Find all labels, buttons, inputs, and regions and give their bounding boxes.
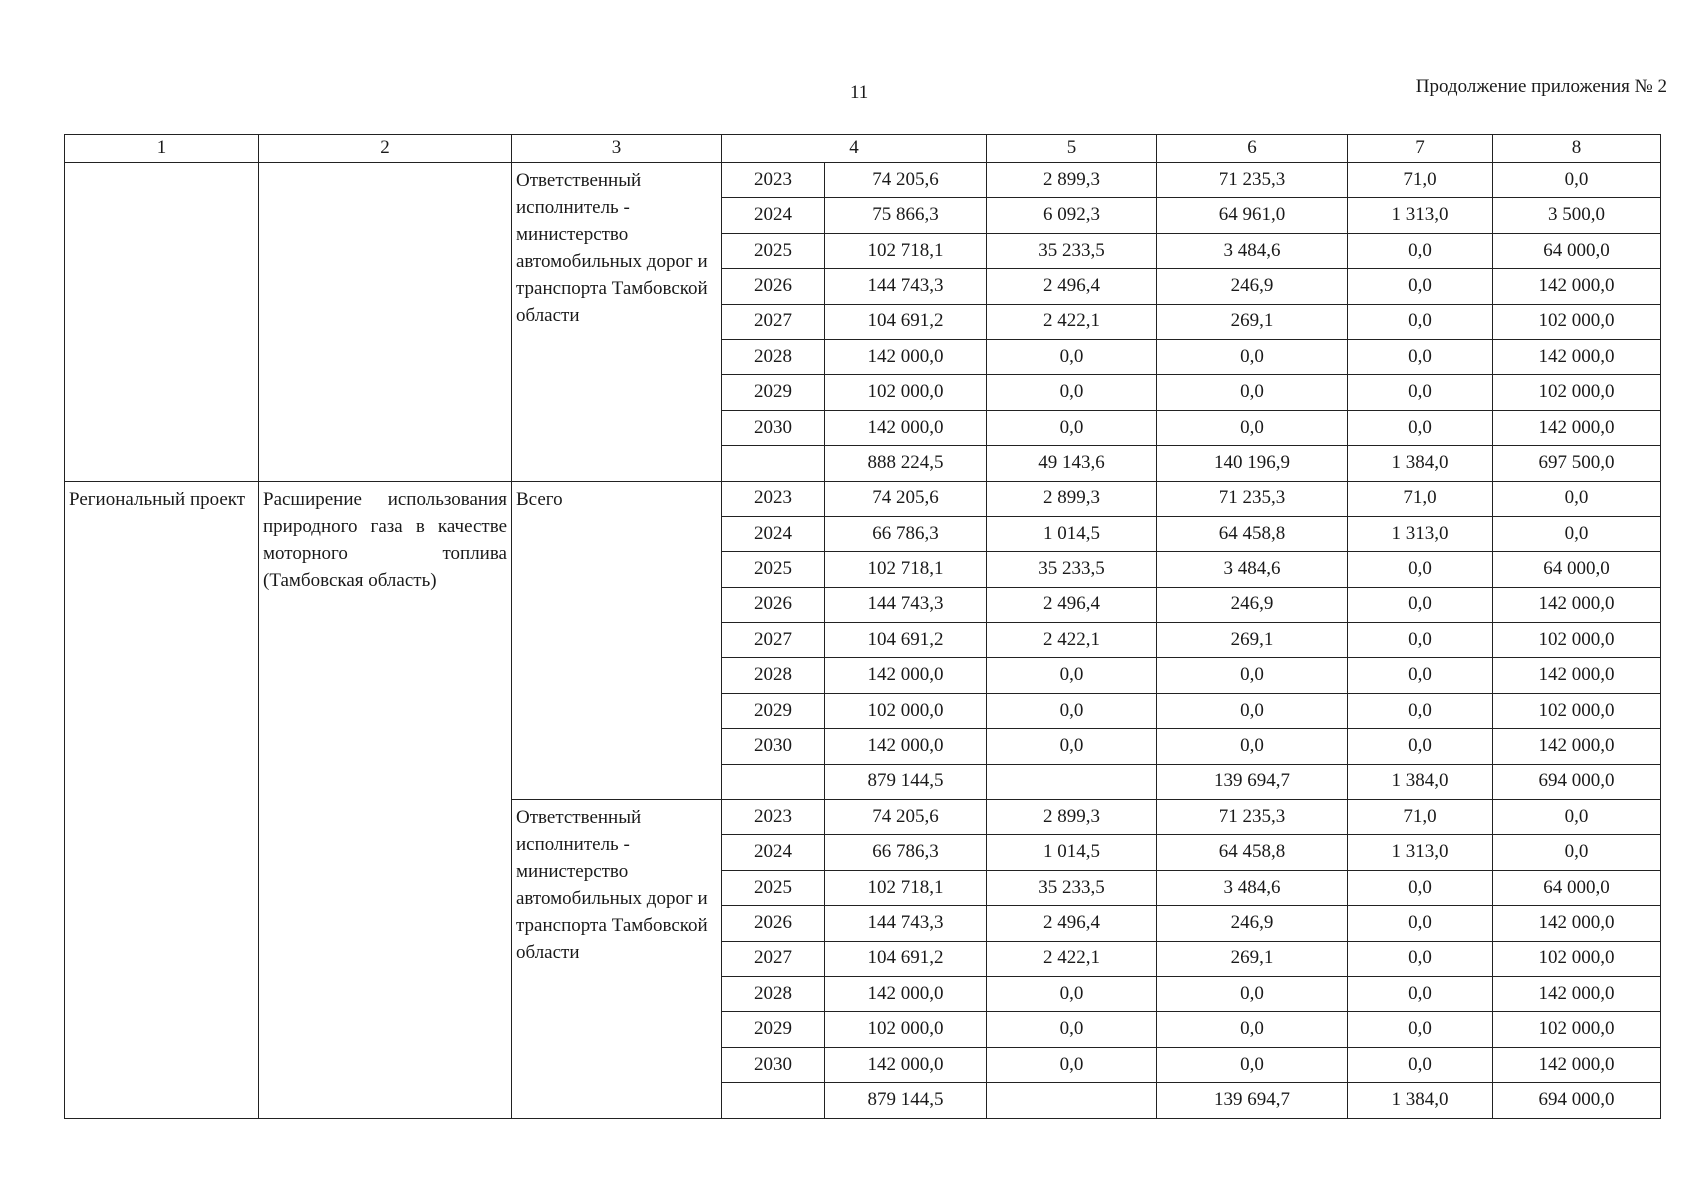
year-cell: 2025	[722, 552, 825, 587]
amount-cell: 1 014,5	[987, 516, 1157, 551]
amount-cell: 2 899,3	[987, 481, 1157, 516]
amount-cell: 0,0	[1348, 906, 1493, 941]
amount-cell: 0,0	[1493, 835, 1661, 870]
amount-cell: 1 384,0	[1348, 1083, 1493, 1118]
amount-cell: 71 235,3	[1157, 481, 1348, 516]
amount-cell: 0,0	[1348, 410, 1493, 445]
funding-source-cell: Ответственный исполнитель - министерство автомобильных дорог и транспорта Тамбовской области	[512, 800, 722, 1119]
column-1-blank-cell	[65, 163, 259, 482]
amount-cell: 1 313,0	[1348, 516, 1493, 551]
amount-cell: 102 000,0	[1493, 375, 1661, 410]
appendix-continuation-note: Продолжение приложения № 2	[1415, 76, 1667, 97]
amount-cell: 64 458,8	[1157, 835, 1348, 870]
amount-cell: 142 000,0	[1493, 587, 1661, 622]
amount-cell: 6 092,3	[987, 198, 1157, 233]
amount-cell: 0,0	[1157, 375, 1348, 410]
year-cell: 2028	[722, 339, 825, 374]
year-cell	[722, 764, 825, 799]
amount-cell: 0,0	[1493, 481, 1661, 516]
amount-cell: 0,0	[1348, 941, 1493, 976]
year-cell: 2023	[722, 481, 825, 516]
amount-cell: 2 496,4	[987, 587, 1157, 622]
amount-cell: 102 000,0	[825, 375, 987, 410]
amount-cell: 139 694,7	[1157, 764, 1348, 799]
year-cell: 2026	[722, 269, 825, 304]
year-cell: 2027	[722, 623, 825, 658]
year-cell: 2029	[722, 1012, 825, 1047]
amount-cell: 142 000,0	[1493, 1047, 1661, 1082]
year-cell: 2023	[722, 163, 825, 198]
amount-cell: 2 422,1	[987, 304, 1157, 339]
amount-cell: 0,0	[1157, 339, 1348, 374]
amount-cell	[987, 764, 1157, 799]
amount-cell: 0,0	[1157, 410, 1348, 445]
year-cell: 2024	[722, 516, 825, 551]
year-cell: 2028	[722, 976, 825, 1011]
column-header: 2	[259, 135, 512, 163]
amount-cell: 102 718,1	[825, 552, 987, 587]
year-cell: 2026	[722, 587, 825, 622]
amount-cell: 694 000,0	[1493, 1083, 1661, 1118]
amount-cell: 879 144,5	[825, 764, 987, 799]
year-cell: 2025	[722, 870, 825, 905]
project-name-cell: Расширение использования природного газа в качестве моторного топлива (Тамбовская область)	[259, 481, 512, 1118]
amount-cell: 64 000,0	[1493, 552, 1661, 587]
year-cell: 2023	[722, 800, 825, 835]
amount-cell: 0,0	[1348, 375, 1493, 410]
amount-cell: 0,0	[1348, 339, 1493, 374]
amount-cell: 0,0	[1348, 976, 1493, 1011]
amount-cell: 64 961,0	[1157, 198, 1348, 233]
amount-cell: 246,9	[1157, 587, 1348, 622]
amount-cell: 71,0	[1348, 481, 1493, 516]
amount-cell: 142 000,0	[1493, 410, 1661, 445]
amount-cell: 144 743,3	[825, 906, 987, 941]
amount-cell: 74 205,6	[825, 163, 987, 198]
table-row	[65, 481, 1661, 516]
amount-cell: 0,0	[987, 1047, 1157, 1082]
year-cell: 2028	[722, 658, 825, 693]
amount-cell: 64 458,8	[1157, 516, 1348, 551]
amount-cell: 71,0	[1348, 800, 1493, 835]
amount-cell: 269,1	[1157, 623, 1348, 658]
amount-cell: 0,0	[1493, 163, 1661, 198]
amount-cell: 74 205,6	[825, 481, 987, 516]
amount-cell: 2 496,4	[987, 269, 1157, 304]
amount-cell: 0,0	[1348, 587, 1493, 622]
amount-cell: 0,0	[987, 729, 1157, 764]
amount-cell: 142 000,0	[1493, 729, 1661, 764]
column-number-header	[65, 135, 1661, 163]
amount-cell: 0,0	[987, 693, 1157, 728]
amount-cell: 144 743,3	[825, 269, 987, 304]
amount-cell: 269,1	[1157, 941, 1348, 976]
amount-cell: 0,0	[1157, 658, 1348, 693]
amount-cell: 102 000,0	[1493, 623, 1661, 658]
amount-cell: 71 235,3	[1157, 163, 1348, 198]
amount-cell: 879 144,5	[825, 1083, 987, 1118]
amount-cell: 0,0	[1348, 870, 1493, 905]
amount-cell: 0,0	[1348, 269, 1493, 304]
budget-table-body	[65, 135, 1661, 1119]
column-header: 3	[512, 135, 722, 163]
amount-cell: 35 233,5	[987, 870, 1157, 905]
amount-cell: 75 866,3	[825, 198, 987, 233]
amount-cell: 0,0	[987, 1012, 1157, 1047]
amount-cell: 142 000,0	[825, 410, 987, 445]
amount-cell	[987, 1083, 1157, 1118]
amount-cell: 0,0	[1157, 976, 1348, 1011]
column-2-blank-cell	[259, 163, 512, 482]
amount-cell: 0,0	[1348, 233, 1493, 268]
amount-cell: 0,0	[1157, 1047, 1348, 1082]
amount-cell: 0,0	[1348, 1047, 1493, 1082]
amount-cell: 140 196,9	[1157, 446, 1348, 481]
amount-cell: 2 422,1	[987, 623, 1157, 658]
amount-cell: 142 000,0	[1493, 906, 1661, 941]
year-cell: 2030	[722, 1047, 825, 1082]
amount-cell: 104 691,2	[825, 623, 987, 658]
year-cell	[722, 446, 825, 481]
amount-cell: 142 000,0	[1493, 976, 1661, 1011]
column-header: 5	[987, 135, 1157, 163]
amount-cell: 1 384,0	[1348, 764, 1493, 799]
amount-cell: 104 691,2	[825, 941, 987, 976]
amount-cell: 0,0	[1348, 1012, 1493, 1047]
year-cell: 2029	[722, 375, 825, 410]
amount-cell: 142 000,0	[825, 658, 987, 693]
amount-cell: 0,0	[1348, 729, 1493, 764]
amount-cell: 0,0	[987, 658, 1157, 693]
amount-cell: 3 484,6	[1157, 870, 1348, 905]
amount-cell: 102 000,0	[1493, 693, 1661, 728]
amount-cell: 694 000,0	[1493, 764, 1661, 799]
amount-cell: 2 422,1	[987, 941, 1157, 976]
amount-cell: 0,0	[1157, 729, 1348, 764]
amount-cell: 0,0	[1348, 552, 1493, 587]
year-cell: 2024	[722, 835, 825, 870]
amount-cell: 64 000,0	[1493, 233, 1661, 268]
amount-cell: 144 743,3	[825, 587, 987, 622]
amount-cell: 35 233,5	[987, 552, 1157, 587]
amount-cell: 1 313,0	[1348, 198, 1493, 233]
amount-cell: 246,9	[1157, 906, 1348, 941]
amount-cell: 104 691,2	[825, 304, 987, 339]
amount-cell: 1 313,0	[1348, 835, 1493, 870]
amount-cell: 269,1	[1157, 304, 1348, 339]
amount-cell: 64 000,0	[1493, 870, 1661, 905]
column-header: 6	[1157, 135, 1348, 163]
year-cell: 2030	[722, 729, 825, 764]
amount-cell: 74 205,6	[825, 800, 987, 835]
column-header: 7	[1348, 135, 1493, 163]
amount-cell: 2 899,3	[987, 800, 1157, 835]
amount-cell: 102 000,0	[1493, 1012, 1661, 1047]
amount-cell: 1 014,5	[987, 835, 1157, 870]
amount-cell: 0,0	[987, 410, 1157, 445]
year-cell: 2030	[722, 410, 825, 445]
amount-cell: 102 000,0	[1493, 941, 1661, 976]
amount-cell: 0,0	[987, 339, 1157, 374]
funding-source-cell: Ответственный исполнитель - министерство автомобильных дорог и транспорта Тамбовской области	[512, 163, 722, 482]
amount-cell: 102 718,1	[825, 870, 987, 905]
amount-cell: 142 000,0	[825, 729, 987, 764]
amount-cell: 142 000,0	[825, 339, 987, 374]
amount-cell: 102 718,1	[825, 233, 987, 268]
year-cell: 2025	[722, 233, 825, 268]
year-cell: 2024	[722, 198, 825, 233]
amount-cell: 0,0	[1157, 1012, 1348, 1047]
amount-cell: 142 000,0	[1493, 339, 1661, 374]
amount-cell: 0,0	[1493, 516, 1661, 551]
amount-cell: 1 384,0	[1348, 446, 1493, 481]
column-header: 8	[1493, 135, 1661, 163]
amount-cell: 66 786,3	[825, 835, 987, 870]
amount-cell: 142 000,0	[1493, 658, 1661, 693]
amount-cell: 888 224,5	[825, 446, 987, 481]
table-row	[65, 163, 1661, 198]
amount-cell: 0,0	[1348, 623, 1493, 658]
amount-cell: 2 899,3	[987, 163, 1157, 198]
funding-source-cell: Всего	[512, 481, 722, 800]
amount-cell: 35 233,5	[987, 233, 1157, 268]
amount-cell: 66 786,3	[825, 516, 987, 551]
column-header: 4	[722, 135, 987, 163]
budget-table	[64, 134, 1661, 1119]
amount-cell: 2 496,4	[987, 906, 1157, 941]
amount-cell: 0,0	[987, 375, 1157, 410]
amount-cell: 3 500,0	[1493, 198, 1661, 233]
year-cell: 2026	[722, 906, 825, 941]
amount-cell: 3 484,6	[1157, 552, 1348, 587]
amount-cell: 142 000,0	[1493, 269, 1661, 304]
amount-cell: 142 000,0	[825, 976, 987, 1011]
column-header: 1	[65, 135, 259, 163]
amount-cell: 0,0	[1493, 800, 1661, 835]
amount-cell: 697 500,0	[1493, 446, 1661, 481]
amount-cell: 0,0	[1348, 304, 1493, 339]
amount-cell: 71,0	[1348, 163, 1493, 198]
year-cell: 2027	[722, 941, 825, 976]
amount-cell: 71 235,3	[1157, 800, 1348, 835]
page-number: 11	[850, 82, 869, 103]
amount-cell: 3 484,6	[1157, 233, 1348, 268]
amount-cell: 102 000,0	[1493, 304, 1661, 339]
amount-cell: 49 143,6	[987, 446, 1157, 481]
year-cell	[722, 1083, 825, 1118]
amount-cell: 0,0	[1348, 693, 1493, 728]
amount-cell: 246,9	[1157, 269, 1348, 304]
amount-cell: 0,0	[1348, 658, 1493, 693]
amount-cell: 0,0	[987, 976, 1157, 1011]
amount-cell: 0,0	[1157, 693, 1348, 728]
year-cell: 2029	[722, 693, 825, 728]
amount-cell: 139 694,7	[1157, 1083, 1348, 1118]
year-cell: 2027	[722, 304, 825, 339]
amount-cell: 142 000,0	[825, 1047, 987, 1082]
amount-cell: 102 000,0	[825, 1012, 987, 1047]
project-type-cell: Региональный проект	[65, 481, 259, 1118]
amount-cell: 102 000,0	[825, 693, 987, 728]
